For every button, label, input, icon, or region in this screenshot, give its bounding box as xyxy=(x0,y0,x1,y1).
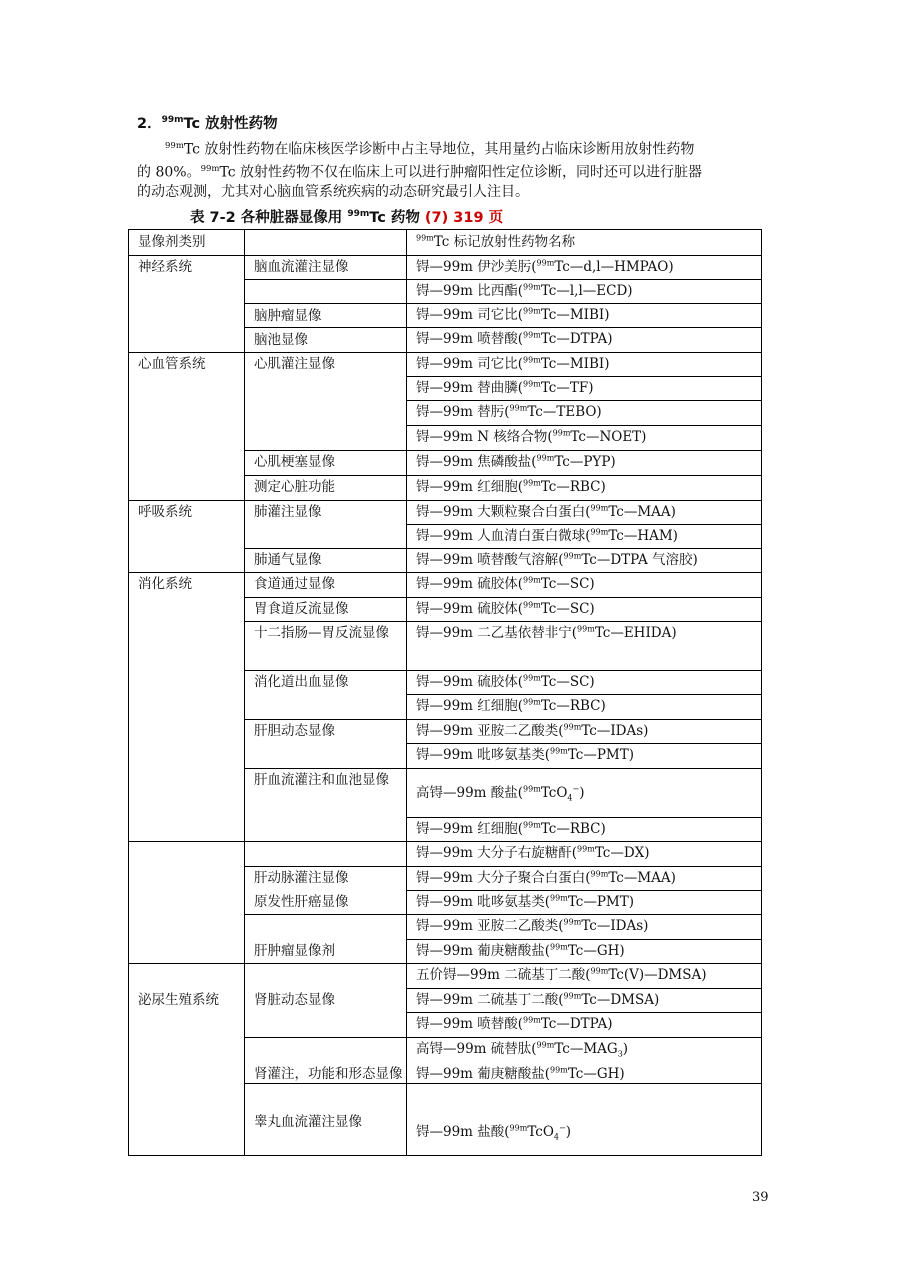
page-number: 39 xyxy=(752,1190,769,1205)
organ-cell: 胃食道反流显像 xyxy=(254,601,349,617)
table-row-line xyxy=(129,500,761,501)
table-row-line xyxy=(406,376,761,377)
section-heading: 2．$^{99m}$Tc 放射性药物 xyxy=(137,115,278,132)
organ-cell: 肾脏动态显像 xyxy=(254,992,335,1008)
table-row-line xyxy=(406,988,761,989)
drug-cell: 锝—99m 吡哆氨基类($^{99m}$Tc—PMT) xyxy=(416,893,635,910)
table-row-line xyxy=(406,1012,761,1013)
organ-cell: 肺通气显像 xyxy=(254,552,322,568)
table-row-line xyxy=(244,303,761,304)
table-row-line xyxy=(244,548,761,549)
table-row-line xyxy=(244,670,761,671)
table-row-line xyxy=(406,743,761,744)
drug-cell: 锝—99m 大颗粒聚合白蛋白($^{99m}$Tc—MAA) xyxy=(416,503,676,520)
table-row-line xyxy=(129,572,761,573)
paragraph-line-3: 的动态观测，尤其对心脑血管系统疾病的动态研究最引人注目。 xyxy=(137,184,529,200)
drug-cell: 锝—99m 硫胶体($^{99m}$Tc—SC) xyxy=(416,673,595,690)
organ-cell: 心肌灌注显像 xyxy=(254,356,335,372)
organ-cell: 测定心脏功能 xyxy=(254,479,335,495)
header-drug-name: $^{99m}$Tc 标记放射性药物名称 xyxy=(416,233,576,250)
drug-cell: 锝—99m 焦磷酸盐($^{99m}$Tc—PYP) xyxy=(416,453,616,470)
drug-cell: 锝—99m 人血清白蛋白微球($^{99m}$Tc—HAM) xyxy=(416,527,678,544)
organ-cell: 脑池显像 xyxy=(254,332,308,348)
table-row-line xyxy=(406,400,761,401)
organ-cell: 睾丸血流灌注显像 xyxy=(254,1114,362,1130)
drug-table xyxy=(128,229,762,1156)
drug-cell: 高锝—99m 硫替肽$(^{99m}Tc—MAG_3)$ xyxy=(416,1040,629,1059)
table-row-line xyxy=(244,866,761,867)
drug-cell: 五价锝—99m 二硫基丁二酸($^{99m}$Tc(Ⅴ)—DMSA) xyxy=(416,966,707,983)
organ-cell: 心肌梗塞显像 xyxy=(254,454,335,470)
drug-cell: 锝—99m 替肟($^{99m}$Tc—TEBO) xyxy=(416,403,602,420)
table-row-line xyxy=(244,597,761,598)
drug-cell: 锝—99m 葡庚糖酸盐($^{99m}$Tc—GH) xyxy=(416,1065,625,1082)
system-cell: 泌尿生殖系统 xyxy=(138,992,219,1008)
organ-cell: 肝动脉灌注显像 xyxy=(254,870,349,886)
organ-cell: 肺灌注显像 xyxy=(254,504,322,520)
organ-cell: 原发性肝癌显像 xyxy=(254,894,349,910)
table-row-line xyxy=(129,963,761,964)
organ-cell: 肾灌注，功能和形态显像 xyxy=(254,1066,403,1082)
system-cell: 消化系统 xyxy=(138,576,192,592)
drug-cell: 锝—99m 红细胞($^{99m}$Tc—RBC) xyxy=(416,820,606,837)
drug-cell: 锝—99m N 核络合物($^{99m}$Tc—NOET) xyxy=(416,428,647,445)
drug-cell: 高锝—99m 酸盐($^{99m}$TcO$_4$−) xyxy=(416,784,585,803)
drug-cell: 锝—99m 伊沙美肟($^{99m}$Tc—d,l—HMPAO) xyxy=(416,258,674,275)
drug-cell: 锝—99m 红细胞($^{99m}$Tc—RBC) xyxy=(416,697,606,714)
table-row-line xyxy=(406,425,761,426)
drug-cell: 锝—99m 硫胶体($^{99m}$Tc—SC) xyxy=(416,600,595,617)
organ-cell: 食道通过显像 xyxy=(254,576,335,592)
organ-cell: 消化道出血显像 xyxy=(254,674,349,690)
table-row-line xyxy=(244,1037,761,1038)
drug-cell: 锝—99m 替曲膦($^{99m}$Tc—TF) xyxy=(416,379,594,396)
table-row-line xyxy=(244,279,761,280)
drug-cell: 锝—99m 红细胞($^{99m}$Tc—RBC) xyxy=(416,478,606,495)
drug-cell: 锝—99m 大分子右旋糖酐($^{99m}$Tc—DX) xyxy=(416,844,650,861)
table-column-line xyxy=(244,230,245,1155)
drug-cell: 锝—99m 二硫基丁二酸($^{99m}$Tc—DMSA) xyxy=(416,991,660,1008)
table-row-line xyxy=(244,621,761,622)
table-row-line xyxy=(129,841,761,842)
table-caption: 表 7-2 各种脏器显像用 $^{99m}$Tc 药物 (7) 319 页 xyxy=(190,209,504,226)
drug-cell: 锝—99m 喷替酸气溶解($^{99m}$Tc—DTPA 气溶胶) xyxy=(416,551,698,568)
table-row-line xyxy=(244,475,761,476)
table-row-line xyxy=(406,890,761,891)
drug-cell: 锝—99m 吡哆氨基类($^{99m}$Tc—PMT) xyxy=(416,746,635,763)
paragraph-line-2: 的 80%。$^{99m}$Tc 放射性药物不仅在临床上可以进行肿瘤阳性定位诊断，同时还可以进行脏器 xyxy=(137,164,703,181)
table-row-line xyxy=(129,352,761,353)
table-row-line xyxy=(406,694,761,695)
system-cell: 心血管系统 xyxy=(138,356,206,372)
drug-cell: 锝—99m 硫胶体($^{99m}$Tc—SC) xyxy=(416,575,595,592)
organ-cell: 脑肿瘤显像 xyxy=(254,308,322,324)
drug-cell: 锝—99m 司它比($^{99m}$Tc—MIBI) xyxy=(416,355,610,372)
drug-cell: 锝—99m 喷替酸($^{99m}$Tc—DTPA) xyxy=(416,330,613,347)
drug-cell: 锝—99m 亚胺二乙酸类($^{99m}$Tc—IDAs) xyxy=(416,917,649,934)
header-category: 显像剂类别 xyxy=(138,234,206,250)
table-row-line xyxy=(244,768,761,769)
drug-cell: 锝—99m 二乙基依替非宁($^{99m}$Tc—EHIDA) xyxy=(416,624,677,641)
table-row-line xyxy=(244,450,761,451)
organ-cell: 肝胆动态显像 xyxy=(254,723,335,739)
table-row-line xyxy=(244,719,761,720)
table-row-line xyxy=(406,524,761,525)
page-reference: (7) 319 页 xyxy=(419,210,504,226)
paragraph-line-1: $^{99m}$Tc 放射性药物在临床核医学诊断中占主导地位，其用量约占临床诊断用放射性药物 xyxy=(165,141,695,158)
drug-cell: 锝—99m 葡庚糖酸盐($^{99m}$Tc—GH) xyxy=(416,942,625,959)
table-row-line xyxy=(406,817,761,818)
drug-cell: 锝—99m 大分子聚合白蛋白($^{99m}$Tc—MAA) xyxy=(416,869,676,886)
table-row-line xyxy=(129,255,761,256)
system-cell: 神经系统 xyxy=(138,259,192,275)
organ-cell: 十二指肠—胃反流显像 xyxy=(254,625,389,641)
organ-cell: 脑血流灌注显像 xyxy=(254,259,349,275)
table-row-line xyxy=(406,939,761,940)
drug-cell: 锝—99m 比西酯($^{99m}$Tc—l,l—ECD) xyxy=(416,282,633,299)
drug-cell: 锝—99m 司它比($^{99m}$Tc—MIBI) xyxy=(416,306,610,323)
drug-cell: 锝—99m 盐酸($^{99m}$TcO$_4$−) xyxy=(416,1123,571,1142)
organ-cell: 肝肿瘤显像剂 xyxy=(254,943,335,959)
table-row-line xyxy=(244,327,761,328)
drug-cell: 锝—99m 亚胺二乙酸类($^{99m}$Tc—IDAs) xyxy=(416,722,649,739)
drug-cell: 锝—99m 喷替酸($^{99m}$Tc—DTPA) xyxy=(416,1015,613,1032)
organ-cell: 肝血流灌注和血池显像 xyxy=(254,772,389,788)
table-column-line xyxy=(406,230,407,1155)
system-cell: 呼吸系统 xyxy=(138,504,192,520)
table-row-line xyxy=(244,914,761,915)
